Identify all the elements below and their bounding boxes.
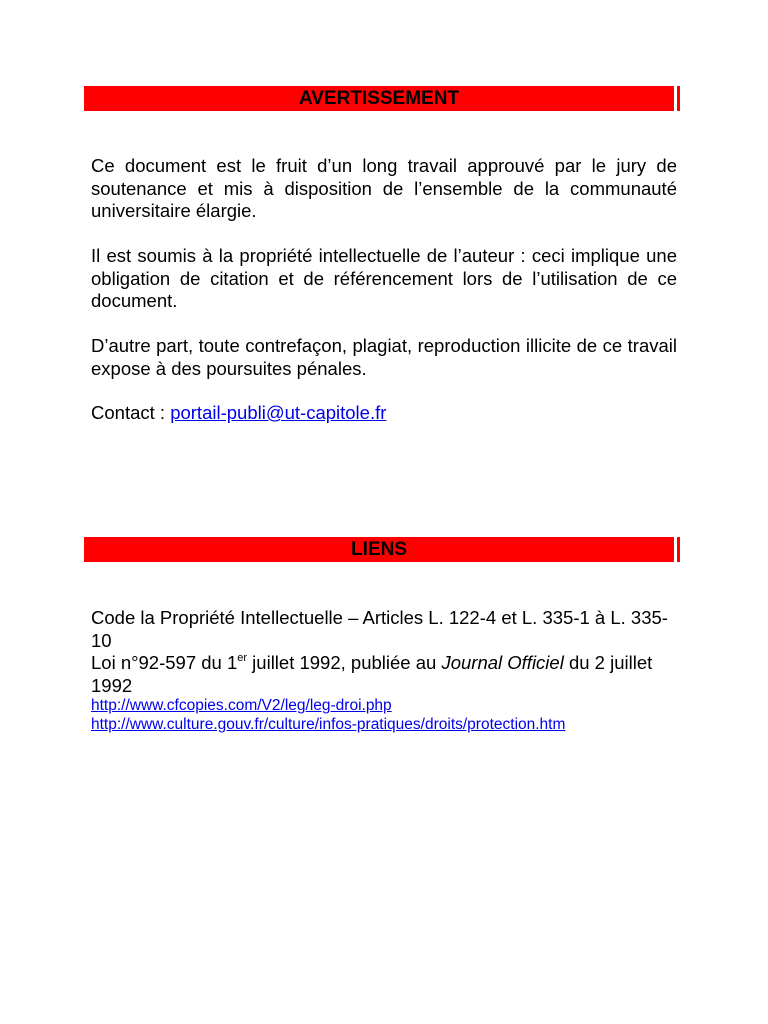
avertissement-heading-bar [84, 86, 674, 111]
loi-prefix: Loi n°92-597 du 1 [91, 652, 238, 673]
contact-email-link[interactable]: portail-publi@ut-capitole.fr [170, 402, 387, 423]
contact-line [91, 402, 677, 425]
avertissement-paragraph-1: Ce document est le fruit d’un long travail approuvé par le jury de soutenance et mis à disposition de l’ensemble de la communauté universitaire élargie. [91, 155, 677, 221]
cfcopies-link[interactable]: http://www.cfcopies.com/V2/leg/leg-droi.php [91, 697, 392, 714]
heading-bar-edge [677, 86, 680, 111]
avertissement-paragraph-3: D’autre part, toute contrefaçon, plagiat, reproduction illicite de ce travail expose à des poursuites pénales. [91, 335, 677, 379]
loi-superscript: er [237, 651, 248, 664]
code-line: Code la Propriété Intellectuelle – Articles L. 122-4 et L. 335-1 à L. 335-10 [91, 607, 668, 651]
journal-officiel: Journal Officiel [441, 652, 564, 673]
loi-mid: juillet 1992, publiée au [247, 652, 442, 673]
liens-heading-bar [84, 537, 674, 562]
avertissement-paragraph-2: Il est soumis à la propriété intellectuelle de l’auteur : ceci implique une obligation de citation et de référencement lors de l’utilisation de ce document. [91, 245, 677, 311]
loi-line [91, 652, 671, 697]
avertissement-heading: AVERTISSEMENT [298, 88, 460, 109]
culture-gouv-link[interactable]: http://www.culture.gouv.fr/culture/infos-pratiques/droits/protection.htm [91, 716, 566, 733]
liens-heading: LIENS [351, 539, 407, 560]
contact-label: Contact : [91, 402, 171, 423]
loi-suffix: du 2 juillet 1992 [91, 652, 653, 696]
heading-bar-edge [677, 537, 680, 562]
